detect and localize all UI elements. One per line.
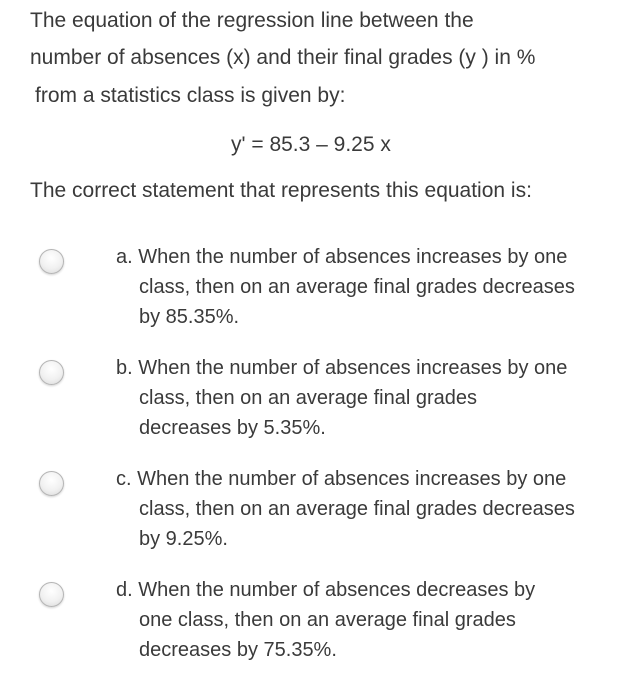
option-d-text-line-1: d. When the number of absences decreases by	[116, 579, 536, 601]
answer-option-a[interactable]	[0, 246, 631, 342]
option-a-text-line-1: a. When the number of absences increases by one	[116, 246, 568, 268]
option-a-text-line-2: class, then on an average final grades decreases	[139, 276, 575, 298]
question-prompt: The correct statement that represents this equation is:	[30, 179, 532, 202]
answer-option-d[interactable]	[0, 579, 631, 675]
answer-option-c[interactable]	[0, 468, 631, 564]
question-text-line-2: number of absences (x) and their final grades (y ) in %	[30, 46, 536, 69]
question-text-line-1: The equation of the regression line between the	[30, 9, 474, 32]
radio-button-c[interactable]	[39, 471, 64, 496]
option-b-text-line-3: decreases by 5.35%.	[139, 417, 326, 439]
option-c-text-line-1: c. When the number of absences increases by one	[116, 468, 567, 490]
regression-equation: y' = 85.3 – 9.25 x	[231, 133, 391, 156]
option-d-text-line-2: one class, then on an average final grades	[139, 609, 516, 631]
option-d-text-line-3: decreases by 75.35%.	[139, 639, 337, 661]
option-b-text-line-2: class, then on an average final grades	[139, 387, 477, 409]
option-a-text-line-3: by 85.35%.	[139, 306, 240, 328]
answer-option-b[interactable]	[0, 357, 631, 453]
radio-button-a[interactable]	[39, 249, 64, 274]
question-text-line-3: from a statistics class is given by:	[35, 84, 346, 107]
radio-button-b[interactable]	[39, 360, 64, 385]
option-b-text-line-1: b. When the number of absences increases by one	[116, 357, 568, 379]
option-c-text-line-2: class, then on an average final grades decreases	[139, 498, 575, 520]
option-c-text-line-3: by 9.25%.	[139, 528, 228, 550]
radio-button-d[interactable]	[39, 582, 64, 607]
